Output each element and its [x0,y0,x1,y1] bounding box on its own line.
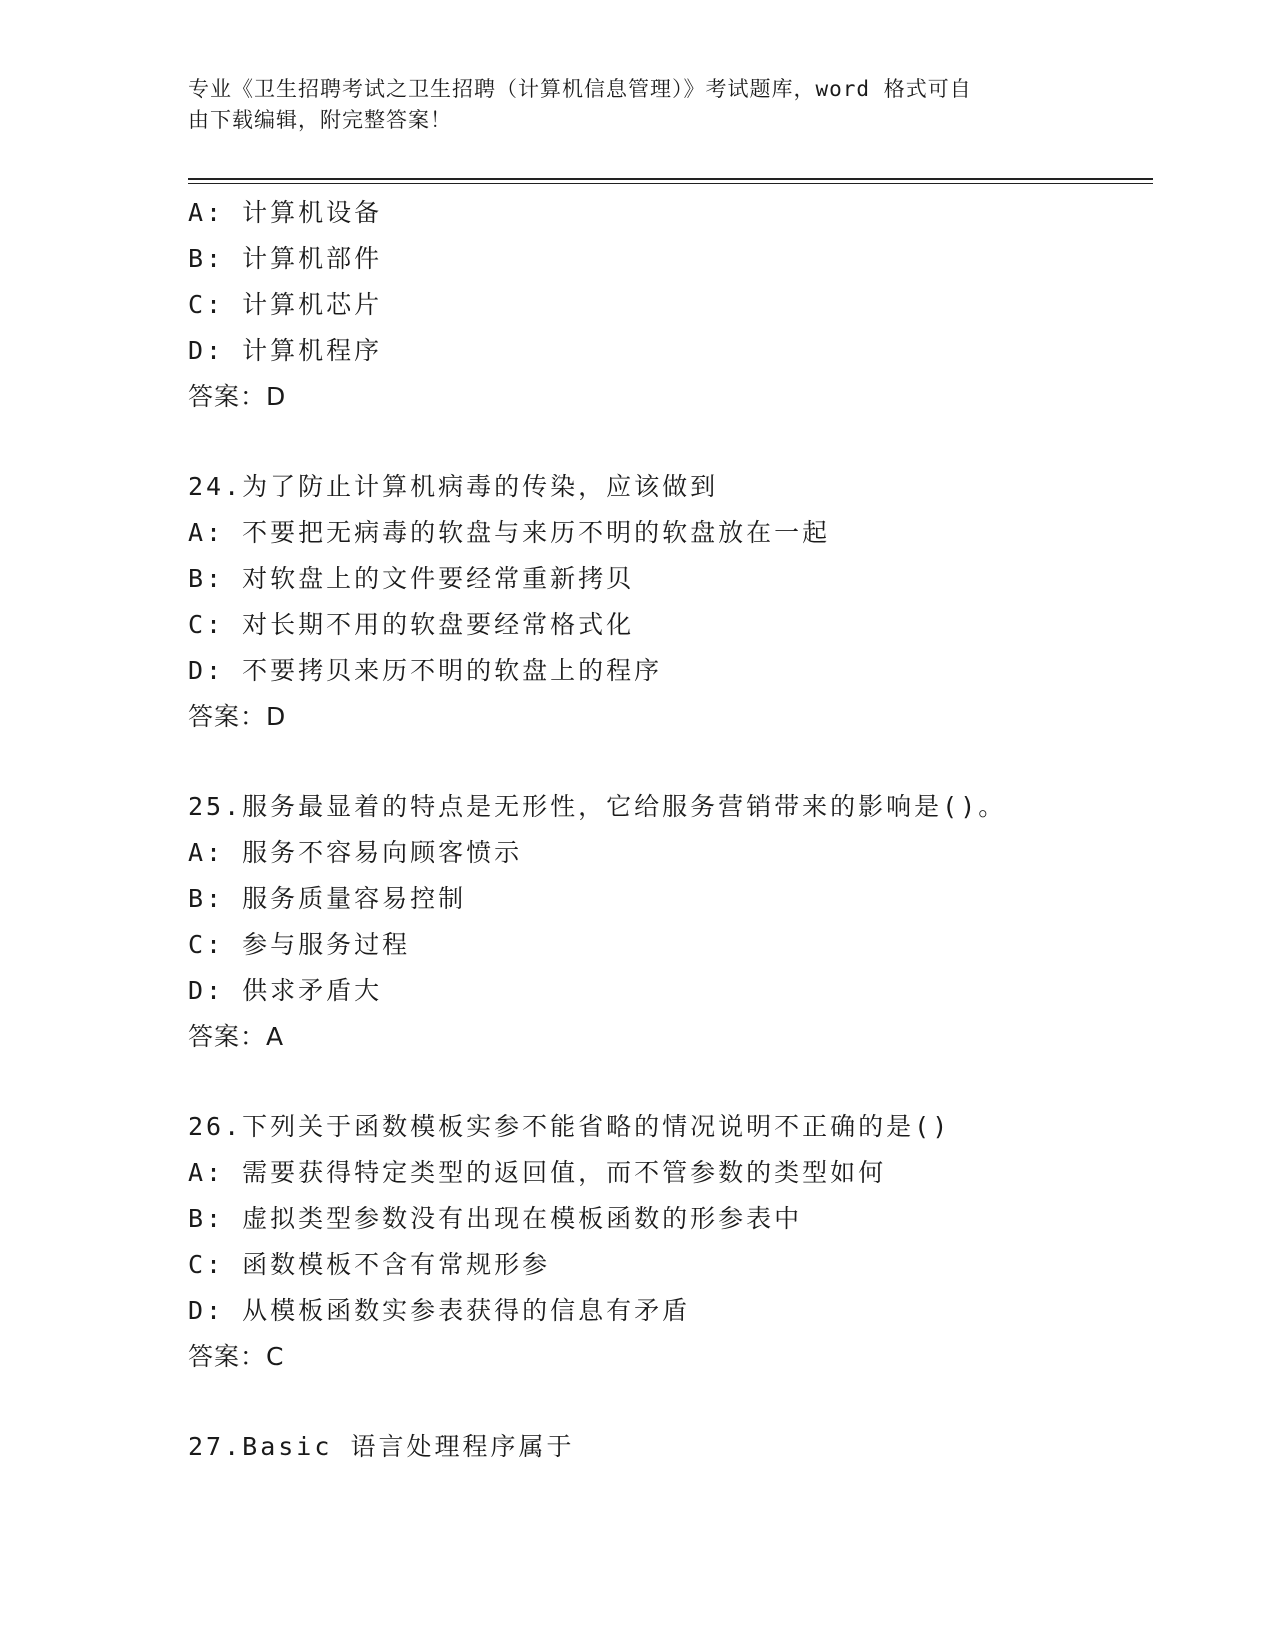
option-b: B: 计算机部件 [188,244,383,273]
question-block-25 [188,784,1148,1060]
header-divider-thick [188,178,1153,180]
question-block-27 [188,1424,1148,1470]
question-block-24 [188,464,1148,740]
answer-text: 答案：D [188,702,287,731]
question-title: 26.下列关于函数模板实参不能省略的情况说明不正确的是() [188,1112,951,1141]
question-title: 25.服务最显着的特点是无形性，它给服务营销带来的影响是()。 [188,792,1007,821]
option-c: C: 计算机芯片 [188,290,383,319]
option-a: A: 需要获得特定类型的返回值，而不管参数的类型如何 [188,1158,887,1187]
option-c: C: 函数模板不含有常规形参 [188,1250,551,1279]
option-a: A: 不要把无病毒的软盘与来历不明的软盘放在一起 [188,518,831,547]
question-list [188,190,1148,1470]
option-b: B: 虚拟类型参数没有出现在模板函数的形参表中 [188,1204,803,1233]
question-block-26 [188,1104,1148,1380]
answer-text: 答案：A [188,1022,285,1051]
option-d: D: 从模板函数实参表获得的信息有矛盾 [188,1296,691,1325]
option-d: D: 供求矛盾大 [188,976,383,1005]
option-b: B: 服务质量容易控制 [188,884,467,913]
question-block-partial [188,190,1148,420]
option-c: C: 参与服务过程 [188,930,411,959]
option-a: A: 计算机设备 [188,198,383,227]
answer-text: 答案：D [188,382,287,411]
option-a: A: 服务不容易向顾客愤示 [188,838,523,867]
option-d: D: 不要拷贝来历不明的软盘上的程序 [188,656,663,685]
answer-text: 答案：C [188,1342,285,1371]
header-divider-thin [188,183,1153,184]
option-b: B: 对软盘上的文件要经常重新拷贝 [188,564,635,593]
header-line-2: 由下载编辑，附完整答案！ [188,108,452,132]
header-line-1: 专业《卫生招聘考试之卫生招聘（计算机信息管理）》考试题库，word 格式可自 [188,77,972,101]
question-title: 24.为了防止计算机病毒的传染，应该做到 [188,472,719,501]
document-header [188,74,1088,136]
question-title: 27.Basic 语言处理程序属于 [188,1432,575,1461]
option-d: D: 计算机程序 [188,336,383,365]
option-c: C: 对长期不用的软盘要经常格式化 [188,610,635,639]
